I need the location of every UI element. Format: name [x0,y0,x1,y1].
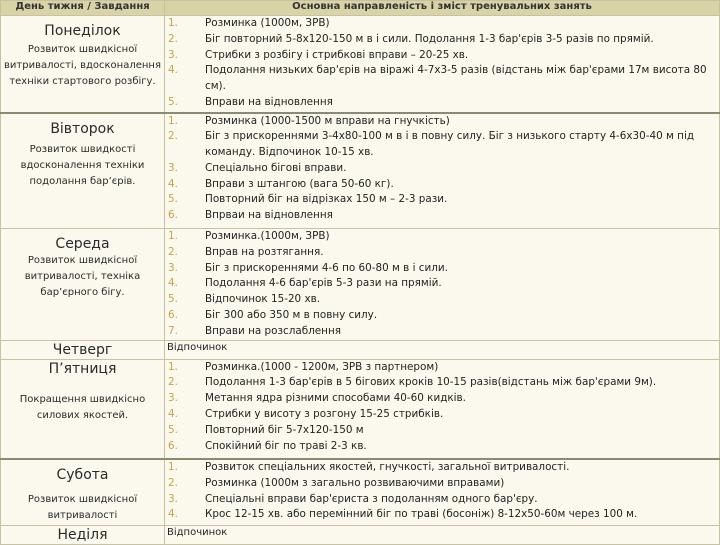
table-header-row [1,1,720,16]
list-item: 5. Повторний біг 5-7х120-150 м [168,423,364,436]
row-thursday [1,340,720,359]
list-item: 2. Подолання 1-3 бар'єрів в 5 бігових кроків 10-15 разів(відстань між бар'єрами 9м). [168,376,657,389]
list-item: 2. Вправ на розтягання. [168,245,324,258]
list-item: 2. Розминка (1000м з загально розвиваючими вправами) [168,476,505,489]
day-name: Вівторок [50,120,115,137]
list-item: 4. Вправи з штангою (вага 50-60 кг). [168,177,394,190]
content-cell-saturday [165,459,720,525]
content-cell-monday [165,16,720,113]
content-cell-friday [165,359,720,459]
list-item: 1. Розминка.(1000 - 1200м, ЗРВ з партнером) [168,360,439,373]
rest-day-label: Відпочинок [167,526,228,538]
day-cell-sunday [1,525,165,544]
content-cell-sunday [165,525,720,544]
day-description: Розвиток швидкісної витривалості [27,494,138,522]
day-name: П’ятниця [48,360,117,377]
list-item: 5. Вправи на відновлення [168,95,333,108]
day-description: Розвиток швидкісної витривалості, вдосконалення техніки стартового розбігу. [4,44,161,87]
list-item: 4. Стрибки у висоту з розгону 15-25 стрибків. [168,407,444,420]
exercise-list [165,16,719,111]
row-saturday [1,459,720,525]
list-item: 3. Метання ядра різними способами 40-60 кидків. [168,392,466,405]
row-friday [1,359,720,459]
list-item: 2. Біг з прискореннями 3-4х80-100 м в і в повну силу. Біг з низького старту 4-6х30-40 м під команду. Відпочинок 10-15 хв. [168,130,695,159]
day-cell-wednesday [1,229,165,341]
day-cell-tuesday [1,113,165,229]
list-item: 5. Повторний біг на відрізках 150 м – 2-3 рази. [168,193,448,206]
day-name: Понеділок [44,23,121,39]
day-name: Неділя [57,526,108,543]
list-item: 6. Біг 300 або 350 м в повну силу. [168,308,378,321]
list-item: 6. Впрваи на відновлення [168,209,333,222]
exercise-list [165,229,719,340]
list-item: 3. Стрибки з розбігу і стрибкові вправи – 20-25 хв. [168,48,469,61]
day-description: Розвиток швидкості вдосконалення техніки подолання бар’єрів. [20,143,145,187]
rest-day-label: Відпочинок [167,341,228,353]
list-item: 1. Розминка (1000м, ЗРВ) [168,17,330,29]
day-name: Субота [56,467,109,484]
row-sunday [1,525,720,544]
content-cell-tuesday [165,113,720,229]
list-item: 1. Розвиток спеціальних якостей, гнучкості, загальної витривалості. [168,461,570,474]
list-item: 4. Подолання 4-6 бар'єрів 5-3 рази на прямій. [168,277,442,290]
row-monday [1,16,720,113]
header-day-task: День тижня / Завдання [1,1,165,16]
day-cell-monday [1,16,165,113]
row-tuesday [1,113,720,229]
content-cell-wednesday [165,229,720,341]
list-item: 1. Розминка (1000-1500 м вправи на гнучкість) [168,114,450,127]
list-item: 7. Вправи на розслаблення [168,324,342,337]
row-wednesday [1,229,720,341]
exercise-list [165,460,719,523]
list-item: 3. Біг з прискореннями 4-6 по 60-80 м в і сили. [168,261,448,274]
day-name: Четверг [52,341,113,358]
list-item: 3. Спеціальні вправи бар'єриста з подоланням одного бар'єру. [168,492,538,505]
day-cell-friday [1,359,165,459]
day-cell-thursday [1,340,165,359]
exercise-list [165,360,719,455]
list-item: 3. Спеціальнo бігові вправи. [168,161,347,174]
day-description: Покращення швидкісно силових якостей. [19,393,146,421]
list-item: 5. Відпочинок 15-20 хв. [168,293,321,306]
list-item: 2. Біг повторний 5-8х120-150 м в і сили. Подолання 1-3 бар'єрів 3-5 разів по прямій. [168,32,654,45]
list-item: 4. Крос 12-15 хв. або перемінний біг по траві (босоніж) 8-12х50-60м через 100 м. [168,508,638,521]
day-description: Розвиток швидкісної витривалості, техніка бар’єрного бігу. [24,255,141,298]
list-item: 6. Спокійний біг по траві 2-3 кв. [168,439,367,452]
day-cell-saturday [1,459,165,525]
day-name: Середа [55,236,110,252]
header-content: Основна направленість і зміст тренувальних занять [165,1,720,16]
exercise-list [165,114,719,225]
content-cell-thursday [165,340,720,359]
list-item: 1. Розминка.(1000м, ЗРВ) [168,230,330,242]
list-item: 4. Подолання низьких бар'єрів на віражі 4-7х3-5 разів (відстань між бар'єрами 17м висота 80 см). [168,64,707,93]
